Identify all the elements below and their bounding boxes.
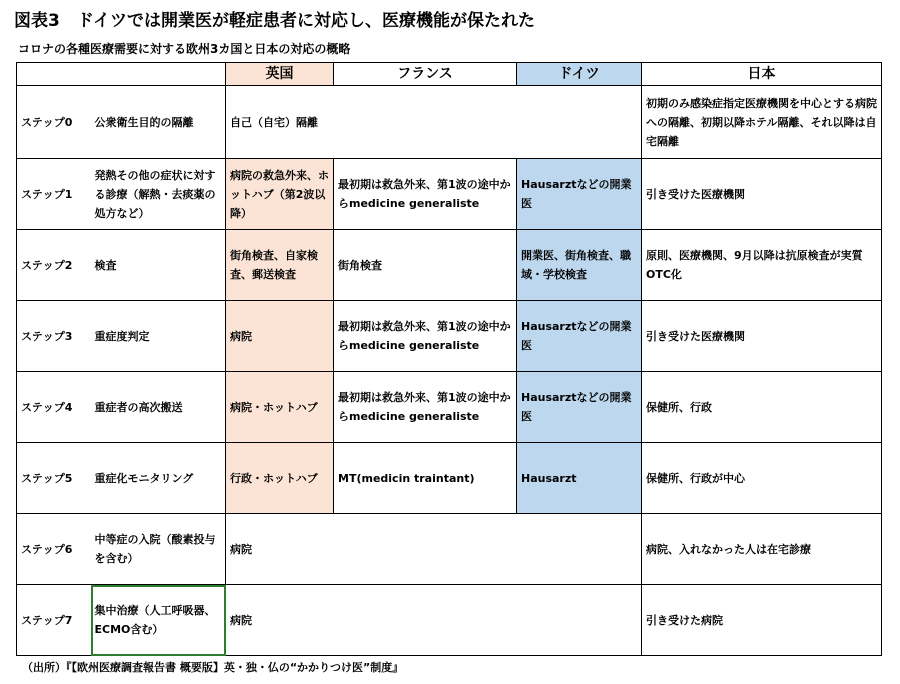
item-label[interactable]: 検査: [91, 230, 226, 301]
step-label[interactable]: ステップ6: [17, 514, 91, 585]
step-label[interactable]: ステップ1: [17, 159, 91, 230]
cell-france[interactable]: 街角検査: [334, 230, 517, 301]
cell-japan[interactable]: 原則、医療機関、9月以降は抗原検査が実質OTC化: [642, 230, 882, 301]
figure-title: 図表3 ドイツでは開業医が軽症患者に対応し、医療機能が保たれた: [14, 11, 535, 31]
table-row: [17, 443, 882, 514]
table-header-row: [17, 63, 882, 86]
item-label-selected[interactable]: 集中治療（人工呼吸器、ECMO含む）: [91, 585, 226, 656]
cell-uk-france-germany[interactable]: 病院: [226, 514, 642, 585]
item-label[interactable]: 中等症の入院（酸素投与を含む）: [91, 514, 226, 585]
cell-germany[interactable]: 開業医、街角検査、職域・学校検査: [517, 230, 642, 301]
header-uk: 英国: [226, 63, 334, 86]
header-blank: [17, 63, 226, 86]
table-row: [17, 159, 882, 230]
cell-uk[interactable]: 街角検査、自家検査、郵送検査: [226, 230, 334, 301]
step-label[interactable]: ステップ3: [17, 301, 91, 372]
cell-france[interactable]: 最初期は救急外来、第1波の途中からmedicine generaliste: [334, 301, 517, 372]
table-row: [17, 230, 882, 301]
item-label[interactable]: 公衆衛生目的の隔離: [91, 86, 226, 159]
table-row: [17, 86, 882, 159]
header-germany: ドイツ: [517, 63, 642, 86]
cell-france[interactable]: 最初期は救急外来、第1波の途中からmedicine generaliste: [334, 372, 517, 443]
table-row: [17, 372, 882, 443]
cell-uk[interactable]: 病院: [226, 301, 334, 372]
cell-france[interactable]: MT(medicin traintant): [334, 443, 517, 514]
item-label[interactable]: 重症度判定: [91, 301, 226, 372]
cell-germany[interactable]: Hausarztなどの開業医: [517, 301, 642, 372]
cell-france[interactable]: 最初期は救急外来、第1波の途中からmedicine generaliste: [334, 159, 517, 230]
cell-japan[interactable]: 引き受けた病院: [642, 585, 882, 656]
cell-japan[interactable]: 保健所、行政が中心: [642, 443, 882, 514]
cell-japan[interactable]: 引き受けた医療機関: [642, 301, 882, 372]
figure-subtitle: コロナの各種医療需要に対する欧州3カ国と日本の対応の概略: [18, 42, 351, 56]
cell-japan[interactable]: 保健所、行政: [642, 372, 882, 443]
header-france: フランス: [334, 63, 517, 86]
table-row: [17, 301, 882, 372]
step-label[interactable]: ステップ7: [17, 585, 91, 656]
cell-germany[interactable]: Hausarzt: [517, 443, 642, 514]
cell-uk[interactable]: 病院・ホットハブ: [226, 372, 334, 443]
header-japan: 日本: [642, 63, 882, 86]
cell-japan[interactable]: 引き受けた医療機関: [642, 159, 882, 230]
cell-japan[interactable]: 病院、入れなかった人は在宅診療: [642, 514, 882, 585]
cell-germany[interactable]: Hausarztなどの開業医: [517, 372, 642, 443]
cell-uk-france-germany[interactable]: 病院: [226, 585, 642, 656]
table-row: [17, 514, 882, 585]
step-label[interactable]: ステップ2: [17, 230, 91, 301]
source-note: （出所）『【欧州医療調査報告書 概要版】英・独・仏の“かかりつけ医”制度』: [22, 661, 404, 674]
item-label[interactable]: 重症化モニタリング: [91, 443, 226, 514]
step-label[interactable]: ステップ5: [17, 443, 91, 514]
cell-japan[interactable]: 初期のみ感染症指定医療機関を中心とする病院への隔離、初期以降ホテル隔離、それ以降は自宅隔離: [642, 86, 882, 159]
table-row: [17, 585, 882, 656]
step-label[interactable]: ステップ4: [17, 372, 91, 443]
step-label[interactable]: ステップ0: [17, 86, 91, 159]
cell-uk[interactable]: 病院の救急外来、ホットハブ（第2波以降）: [226, 159, 334, 230]
item-label[interactable]: 重症者の高次搬送: [91, 372, 226, 443]
cell-germany[interactable]: Hausarztなどの開業医: [517, 159, 642, 230]
cell-uk[interactable]: 行政・ホットハブ: [226, 443, 334, 514]
item-label[interactable]: 発熱その他の症状に対する診療（解熱・去痰薬の処方など）: [91, 159, 226, 230]
comparison-table: [16, 62, 882, 656]
cell-uk-france-germany[interactable]: 自己（自宅）隔離: [226, 86, 642, 159]
